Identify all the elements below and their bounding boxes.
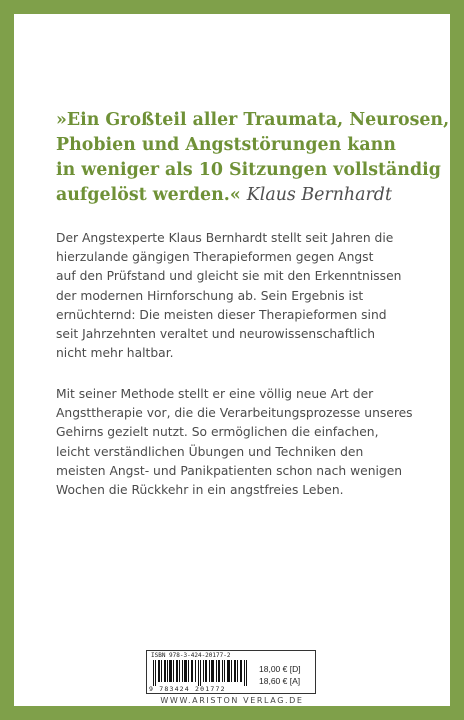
quote-author: Klaus Bernhardt [246, 185, 392, 205]
quote-line: in weniger als 10 Sitzungen vollständig [56, 160, 441, 180]
barcode-digits: 9 783424 201772 [149, 685, 226, 693]
blurb-paragraph-1 [56, 229, 428, 363]
text-line: Gehirns gezielt nutzt. So ermöglichen die einfachen, [56, 425, 379, 440]
text-line: hierzulande gängigen Therapieformen gegen Angst [56, 250, 374, 265]
barcode-icon [151, 660, 251, 686]
quote-line: »Ein Großteil aller Traumata, Neurosen, [56, 110, 450, 130]
text-line: Der Angstexperte Klaus Bernhardt stellt seit Jahren die [56, 231, 394, 245]
text-line: auf den Prüfstand und gleicht sie mit den Erkenntnissen [56, 269, 402, 284]
price-block [259, 663, 301, 687]
text-line: meisten Angst- und Panikpatienten schon nach wenigen [56, 463, 403, 478]
price-austria: 18,60 € [A] [259, 676, 301, 686]
text-line: leicht verständlichen Übungen und Techniken den [56, 444, 364, 459]
text-line: Mit seiner Methode stellt er eine völlig neue Art der [56, 387, 374, 401]
text-line: nicht mehr haltbar. [56, 346, 174, 361]
price-germany: 18,00 € [D] [259, 664, 301, 674]
text-line: der modernen Hirnforschung ab. Sein Ergebnis ist [56, 288, 364, 303]
text-line: ernüchternd: Die meisten dieser Therapieformen sind [56, 307, 387, 322]
text-line: seit Jahrzehnten veraltet und neurowissenschaftlich [56, 327, 376, 342]
quote-line: Phobien und Angststörungen kann [56, 135, 396, 155]
publisher-website: WWW.ARISTON VERLAG.DE [160, 696, 304, 705]
barcode-label [146, 650, 316, 694]
isbn-number: ISBN 978-3-424-20177-2 [151, 652, 231, 659]
quote-line-last [56, 183, 436, 208]
blurb-paragraph-2 [56, 385, 428, 500]
text-line: Wochen die Rückkehr in ein angstfreies Leben. [56, 483, 344, 498]
text-line: Angsttherapie vor, die die Verarbeitungsprozesse unseres [56, 406, 413, 421]
pull-quote [56, 108, 450, 208]
quote-line-text: aufgelöst werden.« [56, 185, 241, 205]
